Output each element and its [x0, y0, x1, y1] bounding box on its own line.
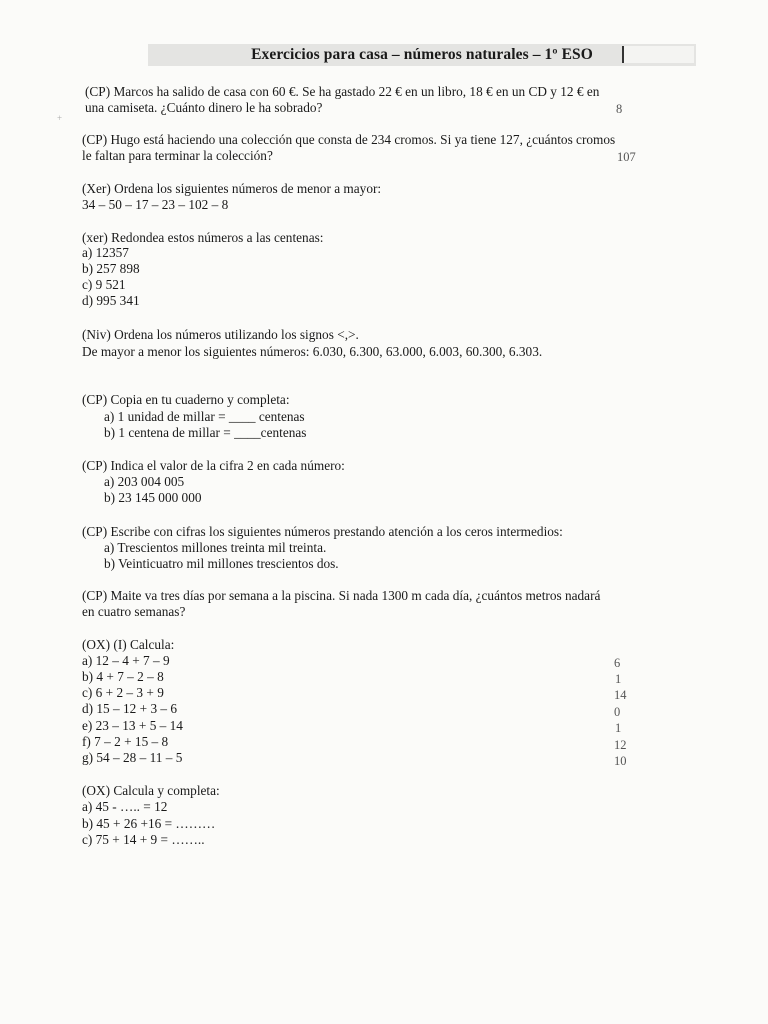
exercise-8-item-a: a) Trescientos millones treinta mil treinta.: [104, 540, 327, 555]
exercise-7-item-a: a) 203 004 005: [104, 474, 185, 489]
exercise-10-item-d: d) 15 – 12 + 3 – 6: [82, 701, 178, 716]
exercise-10-line-1: (OX) (I) Calcula:: [82, 637, 175, 652]
exercise-8-item-b: b) Veinticuatro mil millones trescientos dos.: [104, 556, 339, 571]
exercise-10-item-g: g) 54 – 28 – 11 – 5: [82, 750, 183, 765]
exercise-10-answer-f: 12: [614, 738, 627, 752]
exercise-10-item-e: e) 23 – 13 + 5 – 14: [82, 718, 183, 733]
exercise-11-item-c: c) 75 + 14 + 9 = ……..: [82, 832, 205, 847]
exercise-1-answer: 8: [616, 102, 623, 116]
scan-mark: +: [57, 113, 63, 123]
exercise-6-item-b: b) 1 centena de millar = ____centenas: [104, 425, 307, 440]
exercise-4-item-a: a) 12357: [82, 245, 129, 260]
exercise-2-line-1: (CP) Hugo está haciendo una colección que consta de 234 cromos. Si ya tiene 127, ¿cuántos cromos: [82, 132, 616, 147]
exercise-4-item-d: d) 995 341: [82, 293, 140, 308]
exercise-5-line-2: De mayor a menor los siguientes números: 6.030, 6.300, 63.000, 6.003, 60.300, 6.303.: [82, 344, 543, 359]
exercise-4-item-c: c) 9 521: [82, 277, 126, 292]
exercise-10-answer-c: 14: [614, 688, 627, 702]
exercise-2-answer: 107: [617, 150, 636, 164]
exercise-10-item-f: f) 7 – 2 + 15 – 8: [82, 734, 169, 749]
exercise-3-line-1: (Xer) Ordena los siguientes números de menor a mayor:: [82, 181, 382, 196]
exercise-1-line-2: una camiseta. ¿Cuánto dinero le ha sobrado?: [85, 100, 323, 115]
exercise-2-line-2: le faltan para terminar la colección?: [82, 148, 273, 163]
exercise-7-line-1: (CP) Indica el valor de la cifra 2 en cada número:: [82, 458, 345, 473]
exercise-6-item-a: a) 1 unidad de millar = ____ centenas: [104, 409, 305, 424]
exercise-10-answer-b: 1: [615, 672, 622, 686]
exercise-11-line-1: (OX) Calcula y completa:: [82, 783, 220, 798]
exercise-10-item-a: a) 12 – 4 + 7 – 9: [82, 653, 170, 668]
title-bar: [148, 44, 696, 66]
exercise-10-item-c: c) 6 + 2 – 3 + 9: [82, 685, 164, 700]
exercise-4-line-1: (xer) Redondea estos números a las centenas:: [82, 230, 324, 245]
exercise-8-line-1: (CP) Escribe con cifras los siguientes números prestando atención a los ceros intermedios:: [82, 524, 563, 539]
page-title: Exercicios para casa – números naturales – 1º ESO: [251, 46, 593, 63]
exercise-11-item-b: b) 45 + 26 +16 = ………: [82, 816, 216, 831]
exercise-10-answer-a: 6: [614, 656, 621, 670]
exercise-10-answer-d: 0: [614, 705, 621, 719]
exercise-10-item-b: b) 4 + 7 – 2 – 8: [82, 669, 164, 684]
exercise-10-answer-e: 1: [615, 721, 622, 735]
exercise-11-item-a: a) 45 - ….. = 12: [82, 799, 168, 814]
exercise-7-item-b: b) 23 145 000 000: [104, 490, 202, 505]
exercise-4-item-b: b) 257 898: [82, 261, 140, 276]
exercise-5-line-1: (Niv) Ordena los números utilizando los signos <,>.: [82, 327, 359, 342]
exercise-9-line-1: (CP) Maite va tres días por semana a la piscina. Si nada 1300 m cada día, ¿cuántos metros nadará: [82, 588, 601, 603]
exercise-10-answer-g: 10: [614, 754, 627, 768]
exercise-9-line-2: en cuatro semanas?: [82, 604, 186, 619]
exercise-3-line-2: 34 – 50 – 17 – 23 – 102 – 8: [82, 197, 229, 212]
exercise-1-line-1: (CP) Marcos ha salido de casa con 60 €. Se ha gastado 22 € en un libro, 18 € en un CD y 12 € en: [85, 84, 600, 99]
exercise-6-line-1: (CP) Copia en tu cuaderno y completa:: [82, 392, 290, 407]
title-corner-box: [622, 46, 694, 63]
